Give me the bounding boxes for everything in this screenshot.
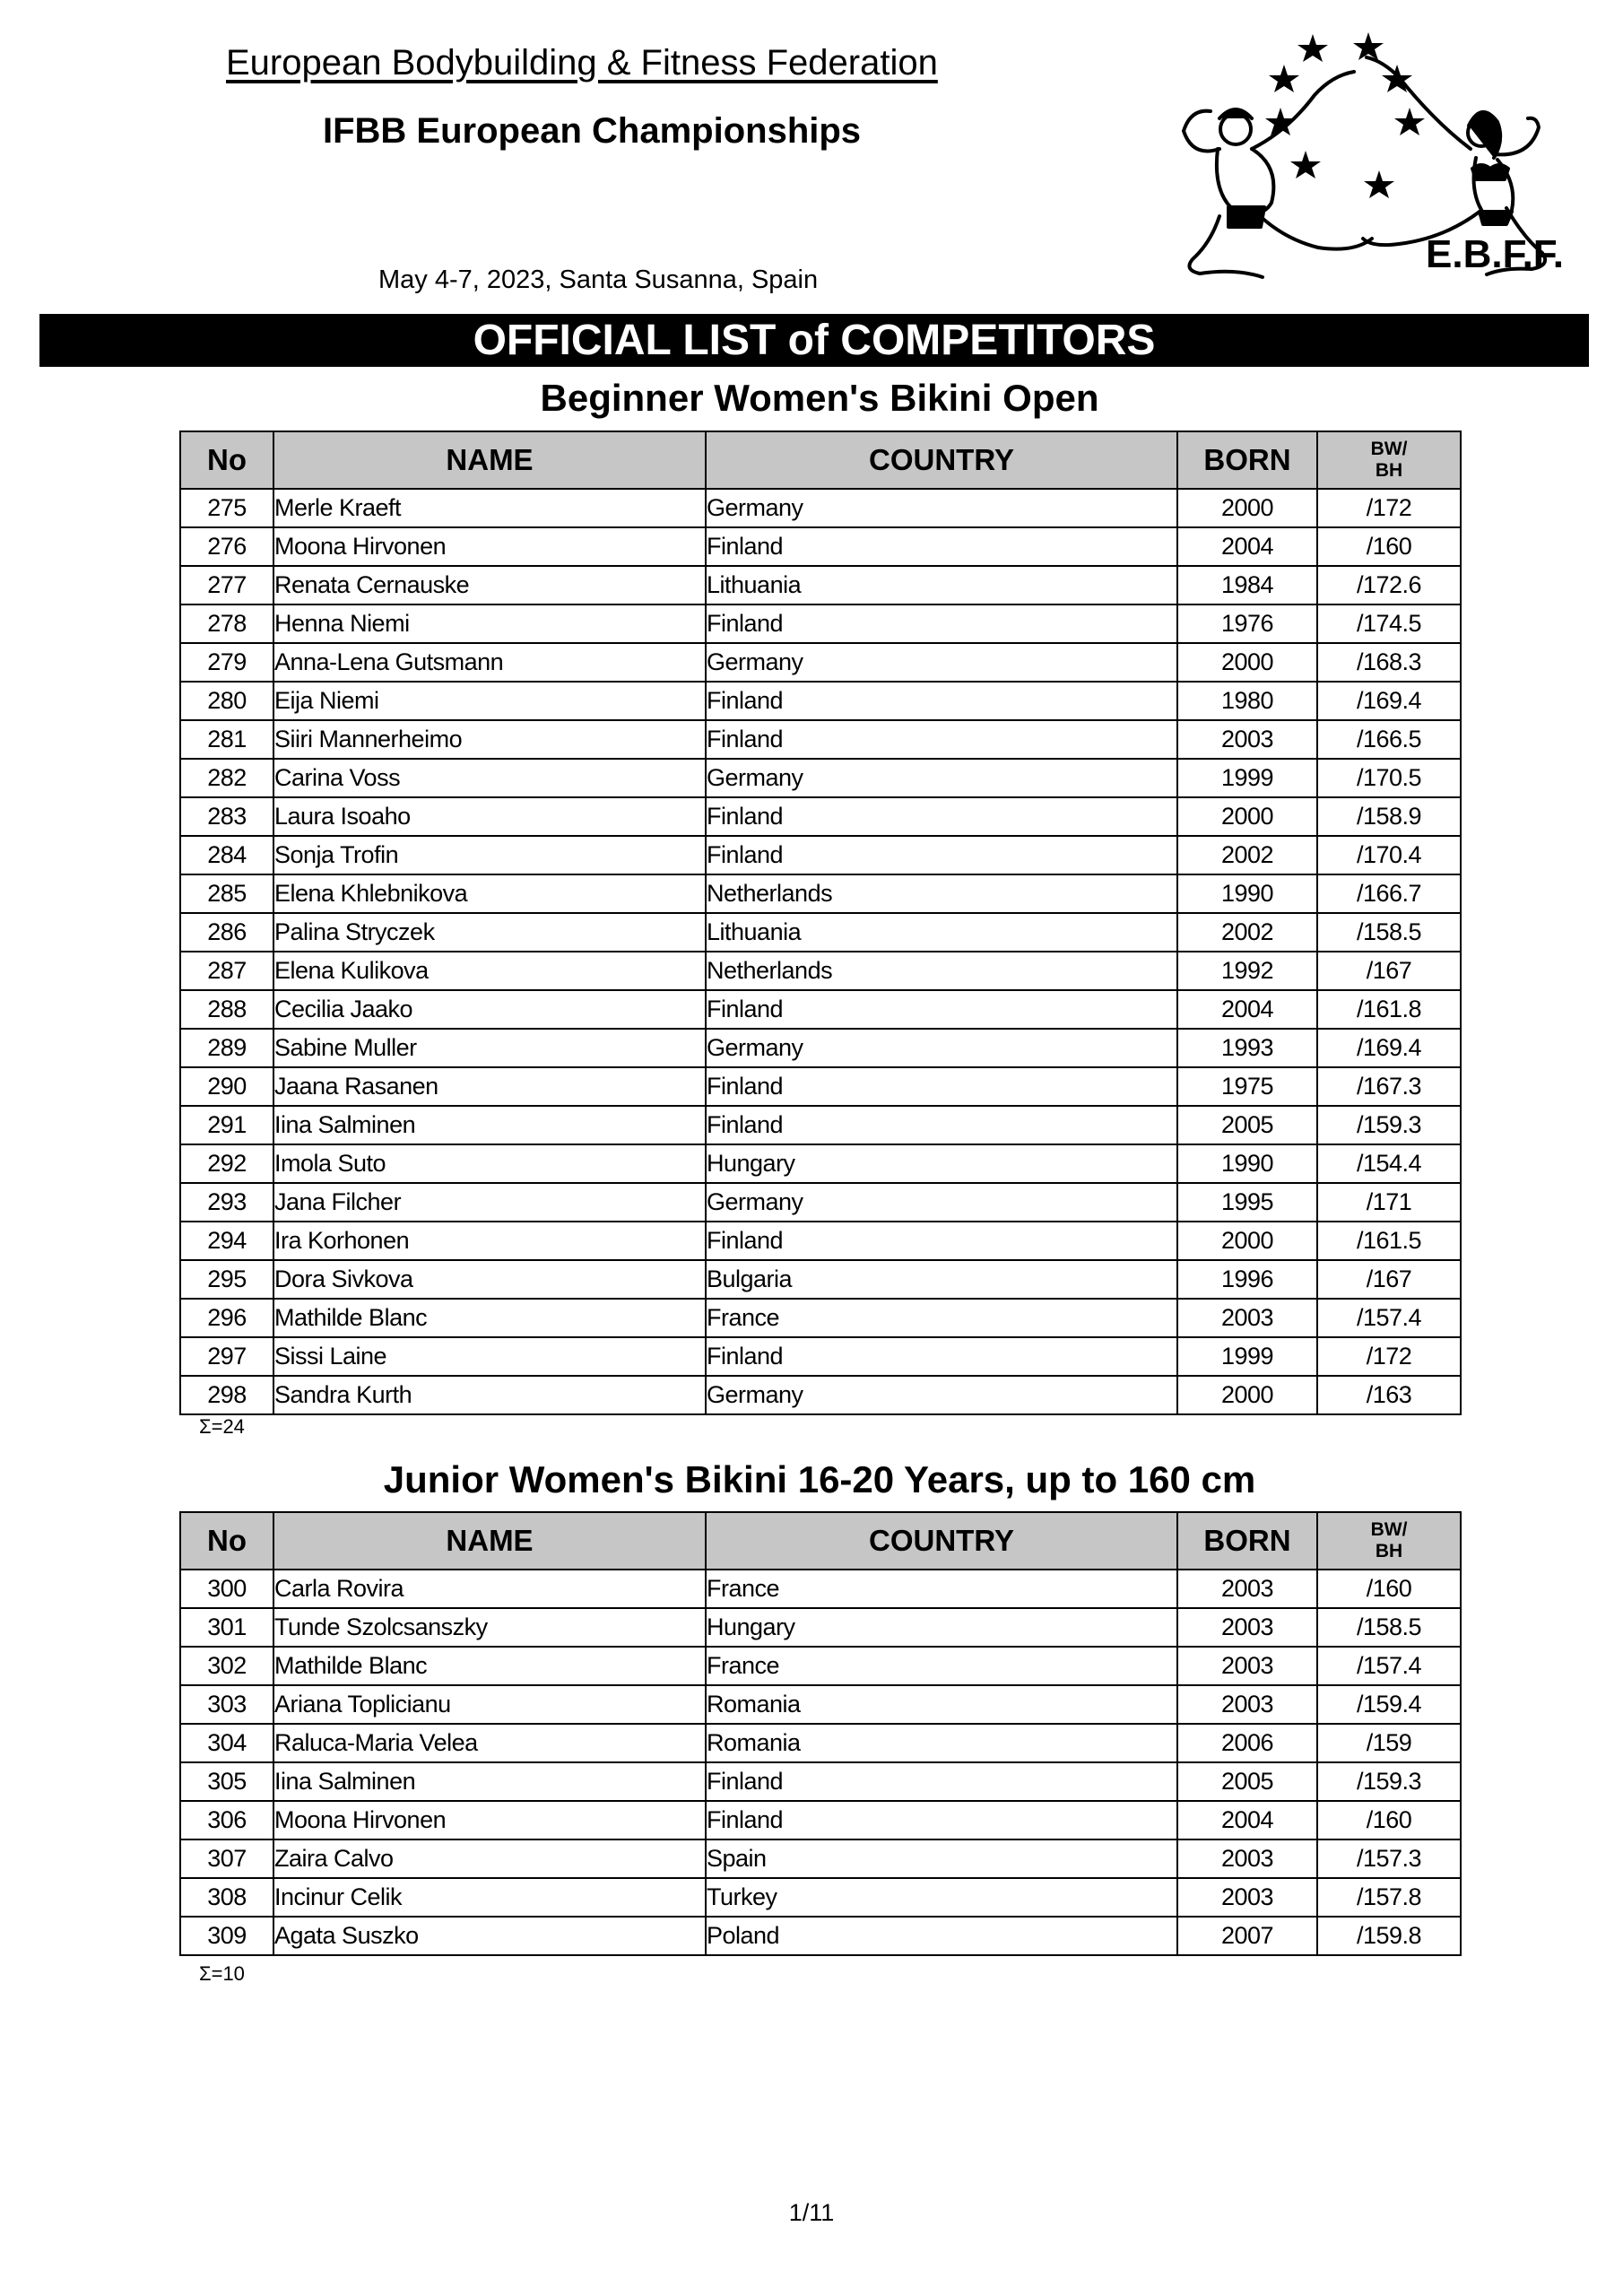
cell-born: 2003 <box>1177 1299 1317 1337</box>
cell-name: Palina Stryczek <box>273 913 706 952</box>
cell-name: Incinur Celik <box>273 1878 706 1917</box>
cell-name: Mathilde Blanc <box>273 1299 706 1337</box>
cell-country: Germany <box>706 489 1177 527</box>
competitor-count: Σ=10 <box>199 1962 245 1985</box>
cell-number: 278 <box>180 604 273 643</box>
table-row <box>180 1762 1461 1801</box>
cell-name: Zaira Calvo <box>273 1839 706 1878</box>
cell-bw-bh: /167.3 <box>1317 1067 1461 1106</box>
cell-name: Elena Kulikova <box>273 952 706 990</box>
cell-bw-bh: /167 <box>1317 1260 1461 1299</box>
table-row <box>180 643 1461 682</box>
federation-title: European Bodybuilding & Fitness Federation <box>226 43 938 83</box>
cell-bw-bh: /160 <box>1317 1570 1461 1608</box>
cell-number: 279 <box>180 643 273 682</box>
cell-country: Finland <box>706 1067 1177 1106</box>
col-header-bw-bh: BW/ BH <box>1317 431 1461 489</box>
category-title: Junior Women's Bikini 16-20 Years, up to 160 cm <box>383 1458 1256 1500</box>
cell-name: Siiri Mannerheimo <box>273 720 706 759</box>
cell-country: Germany <box>706 643 1177 682</box>
cell-name: Eija Niemi <box>273 682 706 720</box>
cell-name: Ira Korhonen <box>273 1222 706 1260</box>
table-row <box>180 720 1461 759</box>
cell-number: 306 <box>180 1801 273 1839</box>
cell-country: France <box>706 1299 1177 1337</box>
col-header-born: BORN <box>1177 1512 1317 1570</box>
cell-born: 2000 <box>1177 1376 1317 1414</box>
cell-born: 2004 <box>1177 1801 1317 1839</box>
cell-country: Germany <box>706 1376 1177 1414</box>
cell-bw-bh: /169.4 <box>1317 1029 1461 1067</box>
cell-country: Bulgaria <box>706 1260 1177 1299</box>
table-row <box>180 1222 1461 1260</box>
cell-name: Carina Voss <box>273 759 706 797</box>
col-header-bw-bh: BW/ BH <box>1317 1512 1461 1570</box>
table-row <box>180 1801 1461 1839</box>
table-row <box>180 1724 1461 1762</box>
cell-country: Germany <box>706 1029 1177 1067</box>
cell-born: 1995 <box>1177 1183 1317 1222</box>
cell-number: 291 <box>180 1106 273 1144</box>
competitor-table <box>179 430 1462 1415</box>
cell-bw-bh: /174.5 <box>1317 604 1461 643</box>
cell-name: Raluca-Maria Velea <box>273 1724 706 1762</box>
cell-name: Merle Kraeft <box>273 489 706 527</box>
cell-number: 275 <box>180 489 273 527</box>
col-header-no: No <box>180 1512 273 1570</box>
cell-born: 2006 <box>1177 1724 1317 1762</box>
cell-country: Finland <box>706 1801 1177 1839</box>
cell-country: Poland <box>706 1917 1177 1955</box>
cell-born: 1996 <box>1177 1260 1317 1299</box>
cell-bw-bh: /166.7 <box>1317 874 1461 913</box>
table-row <box>180 1570 1461 1608</box>
table-row <box>180 1029 1461 1067</box>
table-row <box>180 1647 1461 1685</box>
cell-born: 2003 <box>1177 1878 1317 1917</box>
cell-name: Dora Sivkova <box>273 1260 706 1299</box>
cell-bw-bh: /159.8 <box>1317 1917 1461 1955</box>
cell-country: Germany <box>706 1183 1177 1222</box>
cell-bw-bh: /172 <box>1317 489 1461 527</box>
cell-country: France <box>706 1570 1177 1608</box>
cell-number: 294 <box>180 1222 273 1260</box>
cell-number: 282 <box>180 759 273 797</box>
table-row <box>180 1337 1461 1376</box>
cell-bw-bh: /157.4 <box>1317 1299 1461 1337</box>
col-header-country: COUNTRY <box>706 431 1177 489</box>
cell-country: Lithuania <box>706 913 1177 952</box>
cell-number: 293 <box>180 1183 273 1222</box>
cell-bw-bh: /171 <box>1317 1183 1461 1222</box>
competitor-table <box>179 1511 1462 1956</box>
star-icon <box>1394 108 1425 135</box>
cell-bw-bh: /166.5 <box>1317 720 1461 759</box>
cell-name: Jaana Rasanen <box>273 1067 706 1106</box>
cell-born: 1976 <box>1177 604 1317 643</box>
cell-born: 2000 <box>1177 489 1317 527</box>
cell-name: Ariana Toplicianu <box>273 1685 706 1724</box>
cell-name: Sonja Trofin <box>273 836 706 874</box>
cell-number: 297 <box>180 1337 273 1376</box>
col-header-born: BORN <box>1177 431 1317 489</box>
cell-number: 277 <box>180 566 273 604</box>
cell-name: Laura Isoaho <box>273 797 706 836</box>
cell-bw-bh: /172 <box>1317 1337 1461 1376</box>
cell-number: 276 <box>180 527 273 566</box>
cell-born: 2005 <box>1177 1106 1317 1144</box>
cell-country: Spain <box>706 1839 1177 1878</box>
cell-number: 288 <box>180 990 273 1029</box>
championship-title: IFBB European Championships <box>323 111 862 151</box>
cell-number: 286 <box>180 913 273 952</box>
cell-bw-bh: /169.4 <box>1317 682 1461 720</box>
table-row <box>180 759 1461 797</box>
star-icon <box>1298 34 1328 62</box>
cell-number: 285 <box>180 874 273 913</box>
cell-name: Iina Salminen <box>273 1762 706 1801</box>
table-row <box>180 682 1461 720</box>
cell-name: Renata Cernauske <box>273 566 706 604</box>
cell-name: Cecilia Jaako <box>273 990 706 1029</box>
cell-bw-bh: /172.6 <box>1317 566 1461 604</box>
table-header-row <box>180 1512 1461 1570</box>
cell-born: 1980 <box>1177 682 1317 720</box>
cell-number: 280 <box>180 682 273 720</box>
cell-born: 2003 <box>1177 720 1317 759</box>
table-row <box>180 1685 1461 1724</box>
logo-text: E.B.F.F. <box>1426 232 1565 276</box>
cell-born: 1993 <box>1177 1029 1317 1067</box>
cell-country: Turkey <box>706 1878 1177 1917</box>
cell-bw-bh: /160 <box>1317 1801 1461 1839</box>
cell-bw-bh: /167 <box>1317 952 1461 990</box>
cell-bw-bh: /157.8 <box>1317 1878 1461 1917</box>
cell-number: 300 <box>180 1570 273 1608</box>
cell-number: 283 <box>180 797 273 836</box>
cell-country: Finland <box>706 682 1177 720</box>
cell-born: 2000 <box>1177 643 1317 682</box>
cell-born: 1975 <box>1177 1067 1317 1106</box>
cell-bw-bh: /159.4 <box>1317 1685 1461 1724</box>
table-row <box>180 1183 1461 1222</box>
cell-country: Germany <box>706 759 1177 797</box>
table-row <box>180 952 1461 990</box>
table-row <box>180 1067 1461 1106</box>
table-row <box>180 913 1461 952</box>
male-figure <box>1184 72 1372 277</box>
table-row <box>180 797 1461 836</box>
cell-born: 2004 <box>1177 527 1317 566</box>
table-row <box>180 1299 1461 1337</box>
col-header-name: NAME <box>273 1512 706 1570</box>
cell-name: Moona Hirvonen <box>273 527 706 566</box>
cell-bw-bh: /161.8 <box>1317 990 1461 1029</box>
cell-name: Agata Suszko <box>273 1917 706 1955</box>
banner-official-list: OFFICIAL LIST of COMPETITORS <box>39 314 1589 367</box>
cell-name: Jana Filcher <box>273 1183 706 1222</box>
cell-born: 2003 <box>1177 1570 1317 1608</box>
table-row <box>180 489 1461 527</box>
cell-name: Moona Hirvonen <box>273 1801 706 1839</box>
star-icon <box>1353 32 1384 60</box>
table-row <box>180 836 1461 874</box>
cell-country: Romania <box>706 1724 1177 1762</box>
cell-country: Hungary <box>706 1608 1177 1647</box>
cell-country: Finland <box>706 797 1177 836</box>
cell-born: 2003 <box>1177 1647 1317 1685</box>
cell-bw-bh: /159.3 <box>1317 1762 1461 1801</box>
cell-bw-bh: /159 <box>1317 1724 1461 1762</box>
cell-number: 304 <box>180 1724 273 1762</box>
cell-bw-bh: /170.5 <box>1317 759 1461 797</box>
col-header-no: No <box>180 431 273 489</box>
cell-born: 2002 <box>1177 913 1317 952</box>
table-row <box>180 990 1461 1029</box>
table-row <box>180 1106 1461 1144</box>
cell-number: 305 <box>180 1762 273 1801</box>
cell-number: 295 <box>180 1260 273 1299</box>
star-icon <box>1290 151 1321 178</box>
page-number: 1/11 <box>788 2199 835 2226</box>
table-row <box>180 604 1461 643</box>
cell-country: Finland <box>706 1337 1177 1376</box>
cell-bw-bh: /158.5 <box>1317 1608 1461 1647</box>
table-row <box>180 1917 1461 1955</box>
cell-country: Finland <box>706 836 1177 874</box>
cell-born: 1990 <box>1177 1144 1317 1183</box>
table-row <box>180 1144 1461 1183</box>
cell-bw-bh: /159.3 <box>1317 1106 1461 1144</box>
cell-number: 284 <box>180 836 273 874</box>
cell-country: Finland <box>706 1222 1177 1260</box>
cell-bw-bh: /158.9 <box>1317 797 1461 836</box>
table-row <box>180 527 1461 566</box>
cell-country: Lithuania <box>706 566 1177 604</box>
competitor-count: Σ=24 <box>199 1415 245 1438</box>
cell-born: 2002 <box>1177 836 1317 874</box>
table-row <box>180 1260 1461 1299</box>
cell-number: 281 <box>180 720 273 759</box>
cell-born: 2007 <box>1177 1917 1317 1955</box>
cell-number: 287 <box>180 952 273 990</box>
cell-country: France <box>706 1647 1177 1685</box>
cell-country: Finland <box>706 604 1177 643</box>
col-header-country: COUNTRY <box>706 1512 1177 1570</box>
cell-born: 2003 <box>1177 1608 1317 1647</box>
table-body <box>180 1570 1461 1955</box>
category-title: Beginner Women's Bikini Open <box>540 377 1099 419</box>
cell-number: 309 <box>180 1917 273 1955</box>
cell-name: Sandra Kurth <box>273 1376 706 1414</box>
cell-name: Imola Suto <box>273 1144 706 1183</box>
table-row <box>180 1376 1461 1414</box>
cell-number: 289 <box>180 1029 273 1067</box>
cell-bw-bh: /154.4 <box>1317 1144 1461 1183</box>
cell-bw-bh: /157.4 <box>1317 1647 1461 1685</box>
event-info: May 4-7, 2023, Santa Susanna, Spain <box>378 265 819 294</box>
cell-born: 2003 <box>1177 1685 1317 1724</box>
cell-born: 1999 <box>1177 1337 1317 1376</box>
cell-name: Mathilde Blanc <box>273 1647 706 1685</box>
cell-country: Netherlands <box>706 874 1177 913</box>
cell-number: 301 <box>180 1608 273 1647</box>
table-row <box>180 874 1461 913</box>
cell-born: 2000 <box>1177 1222 1317 1260</box>
cell-name: Carla Rovira <box>273 1570 706 1608</box>
cell-name: Sabine Muller <box>273 1029 706 1067</box>
cell-country: Finland <box>706 1762 1177 1801</box>
cell-bw-bh: /160 <box>1317 527 1461 566</box>
cell-name: Sissi Laine <box>273 1337 706 1376</box>
cell-number: 307 <box>180 1839 273 1878</box>
cell-bw-bh: /158.5 <box>1317 913 1461 952</box>
cell-number: 292 <box>180 1144 273 1183</box>
table-header-row <box>180 431 1461 489</box>
cell-name: Tunde Szolcsanszky <box>273 1608 706 1647</box>
cell-born: 1990 <box>1177 874 1317 913</box>
col-header-name: NAME <box>273 431 706 489</box>
table-row <box>180 1608 1461 1647</box>
cell-bw-bh: /157.3 <box>1317 1839 1461 1878</box>
cell-name: Elena Khlebnikova <box>273 874 706 913</box>
ebff-logo <box>1166 23 1587 310</box>
cell-bw-bh: /161.5 <box>1317 1222 1461 1260</box>
cell-number: 302 <box>180 1647 273 1685</box>
cell-country: Finland <box>706 990 1177 1029</box>
cell-name: Henna Niemi <box>273 604 706 643</box>
cell-bw-bh: /170.4 <box>1317 836 1461 874</box>
cell-born: 2000 <box>1177 797 1317 836</box>
cell-number: 298 <box>180 1376 273 1414</box>
cell-country: Finland <box>706 720 1177 759</box>
cell-country: Netherlands <box>706 952 1177 990</box>
cell-number: 296 <box>180 1299 273 1337</box>
cell-born: 2003 <box>1177 1839 1317 1878</box>
cell-number: 303 <box>180 1685 273 1724</box>
table-row <box>180 566 1461 604</box>
cell-name: Anna-Lena Gutsmann <box>273 643 706 682</box>
cell-born: 2004 <box>1177 990 1317 1029</box>
cell-country: Finland <box>706 527 1177 566</box>
cell-bw-bh: /163 <box>1317 1376 1461 1414</box>
cell-born: 2005 <box>1177 1762 1317 1801</box>
cell-number: 290 <box>180 1067 273 1106</box>
cell-country: Romania <box>706 1685 1177 1724</box>
star-icon <box>1364 170 1394 198</box>
cell-bw-bh: /168.3 <box>1317 643 1461 682</box>
cell-country: Hungary <box>706 1144 1177 1183</box>
cell-born: 1984 <box>1177 566 1317 604</box>
cell-number: 308 <box>180 1878 273 1917</box>
cell-born: 1992 <box>1177 952 1317 990</box>
star-icon <box>1269 65 1299 92</box>
cell-born: 1999 <box>1177 759 1317 797</box>
table-body <box>180 489 1461 1414</box>
table-row <box>180 1878 1461 1917</box>
cell-country: Finland <box>706 1106 1177 1144</box>
cell-name: Iina Salminen <box>273 1106 706 1144</box>
table-row <box>180 1839 1461 1878</box>
